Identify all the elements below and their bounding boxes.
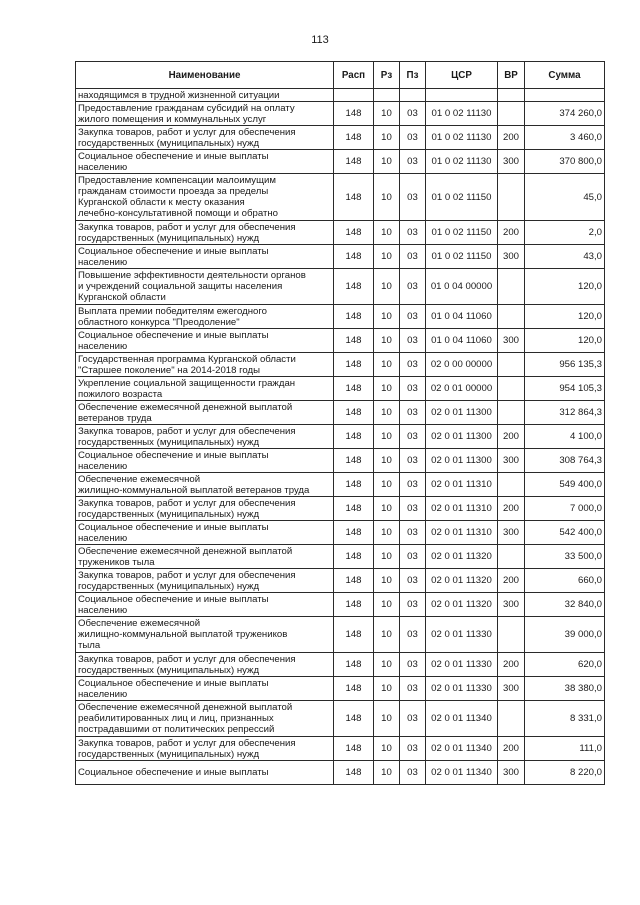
cell-rz: 10 [374, 701, 400, 737]
cell-rasp: 148 [334, 473, 374, 497]
table-row [76, 569, 605, 593]
table-row [76, 497, 605, 521]
table-row [76, 245, 605, 269]
cell-pz: 03 [400, 617, 426, 653]
cell-csr: 02 0 01 11300 [426, 401, 498, 425]
cell-name: Предоставление компенсации малоимущим гражданам стоимости проезда за пределы Курганской области к месту оказания лечебно-консультативной помощи и обратно [76, 174, 334, 221]
cell-name: Закупка товаров, работ и услуг для обеспечения государственных (муниципальных) нужд [76, 497, 334, 521]
page-number: 113 [311, 34, 329, 46]
cell-pz: 03 [400, 701, 426, 737]
cell-sum: 956 135,3 [525, 353, 605, 377]
cell-name: Укрепление социальной защищенности граждан пожилого возраста [76, 377, 334, 401]
cell-csr: 01 0 04 11060 [426, 329, 498, 353]
cell-rz: 10 [374, 377, 400, 401]
cell-csr: 02 0 01 11340 [426, 761, 498, 785]
cell-rz: 10 [374, 102, 400, 126]
column-header-csr: ЦСР [426, 62, 498, 89]
cell-rasp: 148 [334, 617, 374, 653]
cell-name: Обеспечение ежемесячной жилищно-коммунальной выплатой тружеников тыла [76, 617, 334, 653]
cell-csr: 01 0 02 11150 [426, 221, 498, 245]
cell-vr: 300 [498, 449, 525, 473]
cell-csr: 02 0 01 11310 [426, 473, 498, 497]
cell-csr: 01 0 02 11130 [426, 102, 498, 126]
cell-sum: 8 331,0 [525, 701, 605, 737]
column-header-sum: Сумма [525, 62, 605, 89]
cell-rasp: 148 [334, 701, 374, 737]
cell-vr: 300 [498, 245, 525, 269]
cell-rz: 10 [374, 473, 400, 497]
cell-rasp: 148 [334, 353, 374, 377]
cell-name: Социальное обеспечение и иные выплаты населению [76, 329, 334, 353]
cell-vr: 200 [498, 425, 525, 449]
column-header-name: Наименование [76, 62, 334, 89]
cell-name: Закупка товаров, работ и услуг для обеспечения государственных (муниципальных) нужд [76, 569, 334, 593]
cell-name: Социальное обеспечение и иные выплаты населению [76, 521, 334, 545]
table-row [76, 174, 605, 221]
cell-name: Выплата премии победителям ежегодного областного конкурса "Преодоление" [76, 305, 334, 329]
cell-sum: 45,0 [525, 174, 605, 221]
cell-sum: 8 220,0 [525, 761, 605, 785]
cell-name: Социальное обеспечение и иные выплаты населению [76, 245, 334, 269]
cell-name: Социальное обеспечение и иные выплаты населению [76, 449, 334, 473]
cell-csr: 02 0 01 11330 [426, 617, 498, 653]
cell-pz: 03 [400, 569, 426, 593]
cell-vr [498, 401, 525, 425]
cell-pz: 03 [400, 102, 426, 126]
cell-rasp: 148 [334, 425, 374, 449]
table-row [76, 353, 605, 377]
cell-pz: 03 [400, 126, 426, 150]
cell-pz: 03 [400, 545, 426, 569]
cell-csr: 02 0 01 11300 [426, 449, 498, 473]
cell-vr: 300 [498, 521, 525, 545]
cell-rasp: 148 [334, 269, 374, 305]
cell-sum: 111,0 [525, 737, 605, 761]
cell-rasp: 148 [334, 401, 374, 425]
cell-sum: 954 105,3 [525, 377, 605, 401]
cell-csr: 01 0 04 11060 [426, 305, 498, 329]
cell-pz: 03 [400, 329, 426, 353]
table-row [76, 425, 605, 449]
cell-pz: 03 [400, 150, 426, 174]
cell-name: Предоставление гражданам субсидий на оплату жилого помещения и коммунальных услуг [76, 102, 334, 126]
cell-rasp: 148 [334, 653, 374, 677]
table-row [76, 617, 605, 653]
cell-rz: 10 [374, 353, 400, 377]
cell-vr: 200 [498, 126, 525, 150]
cell-sum: 120,0 [525, 329, 605, 353]
cell-sum: 32 840,0 [525, 593, 605, 617]
cell-name: Закупка товаров, работ и услуг для обеспечения государственных (муниципальных) нужд [76, 425, 334, 449]
cell-sum: 39 000,0 [525, 617, 605, 653]
cell-rz: 10 [374, 305, 400, 329]
cell-csr: 02 0 01 11340 [426, 701, 498, 737]
table-row [76, 701, 605, 737]
table-row [76, 545, 605, 569]
table-row [76, 269, 605, 305]
cell-rz: 10 [374, 545, 400, 569]
cell-rz: 10 [374, 677, 400, 701]
cell-rasp: 148 [334, 569, 374, 593]
cell-rasp: 148 [334, 174, 374, 221]
table-row [76, 126, 605, 150]
column-header-rz: Рз [374, 62, 400, 89]
continuation-row [76, 89, 605, 102]
cell-rasp: 148 [334, 377, 374, 401]
cell-csr: 02 0 01 00000 [426, 377, 498, 401]
cell-rz: 10 [374, 449, 400, 473]
cell-sum: 4 100,0 [525, 425, 605, 449]
cell-pz: 03 [400, 497, 426, 521]
cell-csr: 02 0 01 11300 [426, 425, 498, 449]
cell-csr: 01 0 02 11150 [426, 174, 498, 221]
cell-rasp: 148 [334, 521, 374, 545]
cell-vr: 300 [498, 593, 525, 617]
cell-pz: 03 [400, 174, 426, 221]
cell-name: Социальное обеспечение и иные выплаты населению [76, 150, 334, 174]
cell-rasp: 148 [334, 329, 374, 353]
cell-name: Обеспечение ежемесячной жилищно-коммунальной выплатой ветеранов труда [76, 473, 334, 497]
cell-vr [498, 473, 525, 497]
cell-vr [498, 269, 525, 305]
cell-sum: 620,0 [525, 653, 605, 677]
cell-rz: 10 [374, 761, 400, 785]
table-row [76, 677, 605, 701]
cell-name: Повышение эффективности деятельности органов и учреждений социальной защиты населения Курганской области [76, 269, 334, 305]
cell-vr: 300 [498, 677, 525, 701]
cell-rasp: 148 [334, 677, 374, 701]
cell-rasp: 148 [334, 737, 374, 761]
continuation-text: находящимся в трудной жизненной ситуации [76, 89, 334, 102]
budget-table [75, 61, 605, 785]
cell-sum: 542 400,0 [525, 521, 605, 545]
cell-vr [498, 353, 525, 377]
cell-pz: 03 [400, 449, 426, 473]
cell-csr: 01 0 02 11150 [426, 245, 498, 269]
table-row [76, 761, 605, 785]
table-row [76, 102, 605, 126]
cell-sum: 549 400,0 [525, 473, 605, 497]
cell-vr: 200 [498, 653, 525, 677]
cell-csr: 02 0 01 11320 [426, 545, 498, 569]
cell-rasp: 148 [334, 245, 374, 269]
cell-sum: 660,0 [525, 569, 605, 593]
cell-rz: 10 [374, 245, 400, 269]
cell-csr: 02 0 01 11340 [426, 737, 498, 761]
cell-name: Социальное обеспечение и иные выплаты [76, 761, 334, 785]
cell-rasp: 148 [334, 545, 374, 569]
cell-name: Закупка товаров, работ и услуг для обеспечения государственных (муниципальных) нужд [76, 737, 334, 761]
cell-name: Закупка товаров, работ и услуг для обеспечения государственных (муниципальных) нужд [76, 221, 334, 245]
cell-vr: 200 [498, 737, 525, 761]
table-row [76, 221, 605, 245]
table-row [76, 473, 605, 497]
table-row [76, 329, 605, 353]
cell-sum: 33 500,0 [525, 545, 605, 569]
cell-rasp: 148 [334, 305, 374, 329]
cell-name: Государственная программа Курганской области "Старшее поколение" на 2014-2018 годы [76, 353, 334, 377]
cell-rz: 10 [374, 221, 400, 245]
cell-csr: 02 0 00 00000 [426, 353, 498, 377]
cell-csr: 01 0 02 11130 [426, 150, 498, 174]
cell-vr [498, 305, 525, 329]
cell-pz: 03 [400, 473, 426, 497]
table-row [76, 593, 605, 617]
cell-rz: 10 [374, 126, 400, 150]
cell-rasp: 148 [334, 126, 374, 150]
cell-csr: 02 0 01 11330 [426, 653, 498, 677]
cell-rz: 10 [374, 737, 400, 761]
cell-name: Социальное обеспечение и иные выплаты населению [76, 593, 334, 617]
table-row [76, 377, 605, 401]
cell-vr [498, 617, 525, 653]
column-header-pz: Пз [400, 62, 426, 89]
cell-pz: 03 [400, 245, 426, 269]
cell-sum: 312 864,3 [525, 401, 605, 425]
table-row [76, 305, 605, 329]
cell-sum: 308 764,3 [525, 449, 605, 473]
cell-rasp: 148 [334, 761, 374, 785]
cell-csr: 01 0 02 11130 [426, 126, 498, 150]
cell-rasp: 148 [334, 449, 374, 473]
cell-rasp: 148 [334, 221, 374, 245]
cell-rz: 10 [374, 521, 400, 545]
cell-vr [498, 701, 525, 737]
cell-rasp: 148 [334, 150, 374, 174]
cell-rz: 10 [374, 269, 400, 305]
cell-vr [498, 377, 525, 401]
cell-csr: 02 0 01 11320 [426, 569, 498, 593]
cell-vr: 300 [498, 329, 525, 353]
cell-sum: 2,0 [525, 221, 605, 245]
cell-rz: 10 [374, 617, 400, 653]
cell-sum: 120,0 [525, 305, 605, 329]
cell-vr: 300 [498, 150, 525, 174]
cell-name: Социальное обеспечение и иные выплаты населению [76, 677, 334, 701]
cell-pz: 03 [400, 521, 426, 545]
cell-rz: 10 [374, 569, 400, 593]
table-header-row [76, 62, 605, 89]
cell-rz: 10 [374, 329, 400, 353]
cell-rasp: 148 [334, 593, 374, 617]
cell-pz: 03 [400, 677, 426, 701]
cell-name: Закупка товаров, работ и услуг для обеспечения государственных (муниципальных) нужд [76, 126, 334, 150]
cell-name: Обеспечение ежемесячной денежной выплатой ветеранов труда [76, 401, 334, 425]
cell-sum: 374 260,0 [525, 102, 605, 126]
cell-rasp: 148 [334, 102, 374, 126]
cell-rz: 10 [374, 497, 400, 521]
cell-csr: 02 0 01 11310 [426, 497, 498, 521]
cell-pz: 03 [400, 761, 426, 785]
cell-csr: 02 0 01 11310 [426, 521, 498, 545]
cell-rz: 10 [374, 425, 400, 449]
table-row [76, 401, 605, 425]
cell-name: Обеспечение ежемесячной денежной выплатой реабилитированных лиц и лиц, признанных пострадавшими от политических репрессий [76, 701, 334, 737]
cell-vr: 200 [498, 221, 525, 245]
cell-sum: 38 380,0 [525, 677, 605, 701]
cell-name: Закупка товаров, работ и услуг для обеспечения государственных (муниципальных) нужд [76, 653, 334, 677]
table-row [76, 150, 605, 174]
cell-rz: 10 [374, 653, 400, 677]
cell-csr: 02 0 01 11330 [426, 677, 498, 701]
column-header-vr: ВР [498, 62, 525, 89]
cell-rz: 10 [374, 150, 400, 174]
cell-csr: 01 0 04 00000 [426, 269, 498, 305]
column-header-rasp: Расп [334, 62, 374, 89]
cell-pz: 03 [400, 593, 426, 617]
cell-pz: 03 [400, 737, 426, 761]
cell-sum: 370 800,0 [525, 150, 605, 174]
cell-pz: 03 [400, 377, 426, 401]
table-row [76, 737, 605, 761]
cell-sum: 120,0 [525, 269, 605, 305]
table-body [76, 89, 605, 785]
cell-pz: 03 [400, 401, 426, 425]
cell-sum: 3 460,0 [525, 126, 605, 150]
cell-vr [498, 174, 525, 221]
cell-vr [498, 102, 525, 126]
cell-pz: 03 [400, 269, 426, 305]
cell-pz: 03 [400, 305, 426, 329]
cell-pz: 03 [400, 425, 426, 449]
cell-rz: 10 [374, 593, 400, 617]
cell-rasp: 148 [334, 497, 374, 521]
cell-sum: 7 000,0 [525, 497, 605, 521]
cell-pz: 03 [400, 353, 426, 377]
cell-pz: 03 [400, 221, 426, 245]
cell-vr: 200 [498, 497, 525, 521]
cell-csr: 02 0 01 11320 [426, 593, 498, 617]
cell-name: Обеспечение ежемесячной денежной выплатой тружеников тыла [76, 545, 334, 569]
cell-rz: 10 [374, 174, 400, 221]
cell-pz: 03 [400, 653, 426, 677]
cell-sum: 43,0 [525, 245, 605, 269]
table-row [76, 521, 605, 545]
table-row [76, 449, 605, 473]
cell-vr: 300 [498, 761, 525, 785]
cell-vr: 200 [498, 569, 525, 593]
cell-rz: 10 [374, 401, 400, 425]
table-row [76, 653, 605, 677]
cell-vr [498, 545, 525, 569]
